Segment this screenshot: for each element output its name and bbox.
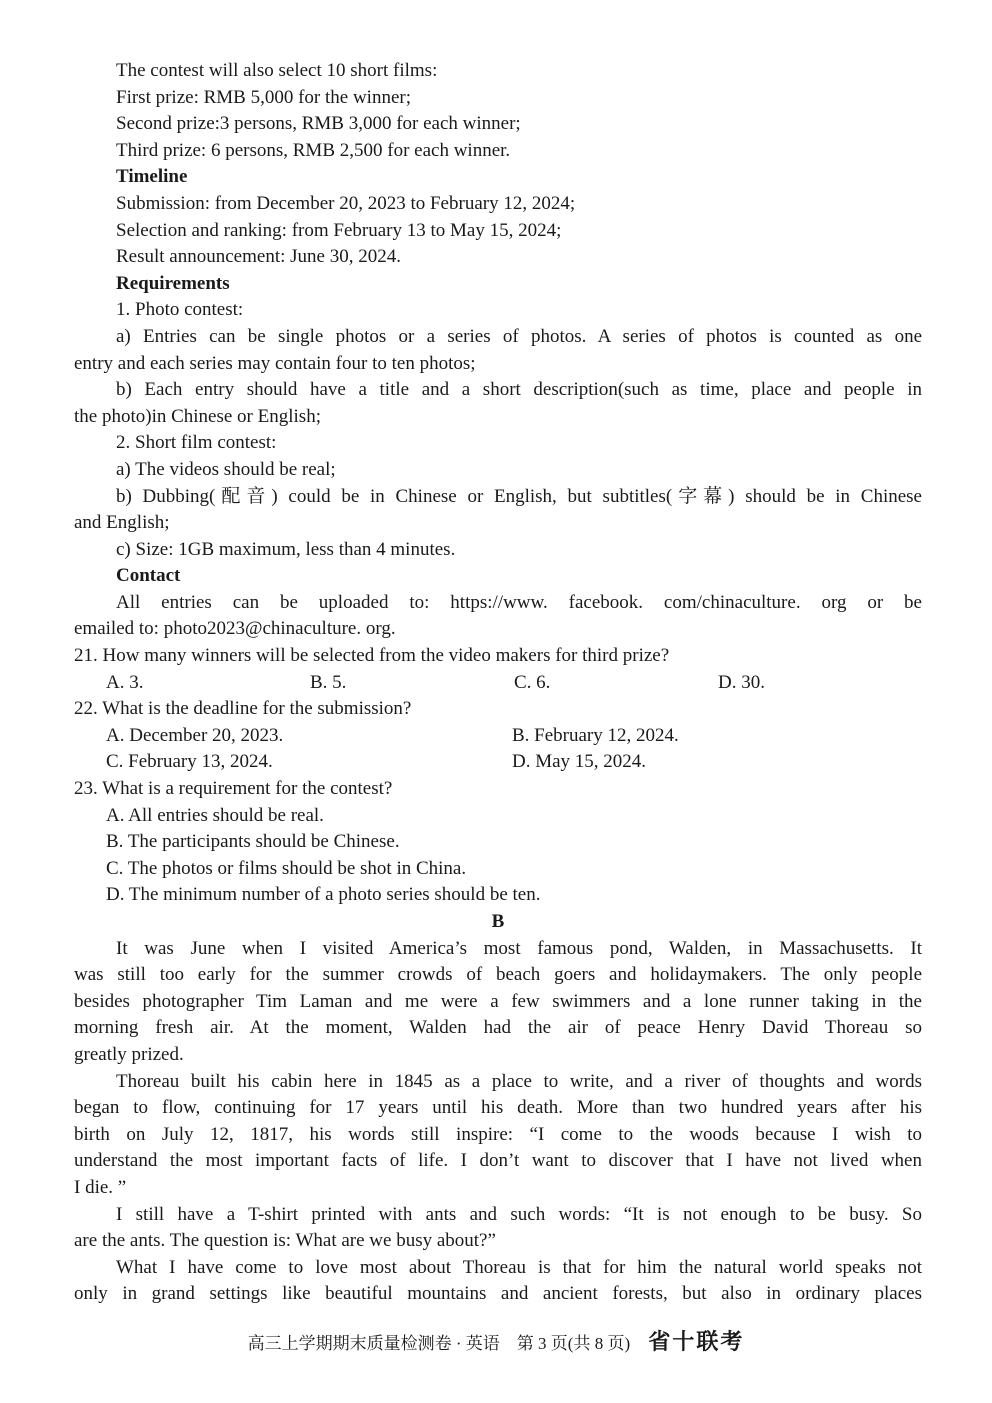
- question-22-options-row1: [74, 723, 922, 750]
- prizes-intro: The contest will also select 10 short films:: [116, 60, 438, 81]
- option-c: C. The photos or films should be shot in China.: [106, 857, 467, 879]
- paragraph-line: I still have a T-shirt printed with ants and such words: “It is not enough to be busy. So: [116, 1203, 922, 1225]
- requirements-heading: Requirements: [116, 272, 230, 294]
- passage-paragraph-1: [74, 936, 922, 1069]
- film-contest-title: 2. Short film contest:: [116, 432, 277, 454]
- paragraph-line: Thoreau built his cabin here in 1845 as a place to write, and a river of thoughts and words: [116, 1070, 922, 1092]
- option-b: B. The participants should be Chinese.: [106, 831, 400, 853]
- paragraph-line: was still too early for the summer crowds of beach goers and holidaymakers. The only people: [74, 964, 922, 986]
- paragraph-line: are the ants. The question is: What are we busy about?”: [74, 1230, 496, 1252]
- paragraph-line: greatly prized.: [74, 1043, 184, 1065]
- option-d: D. The minimum number of a photo series should be ten.: [106, 884, 541, 906]
- photo-req-b-line2: the photo)in Chinese or English;: [74, 405, 321, 427]
- option-a: A. All entries should be real.: [106, 804, 324, 826]
- option-c: C. 6.: [514, 671, 551, 693]
- paragraph-line: besides photographer Tim Laman and me were a few swimmers and a lone runner taking in the: [74, 990, 922, 1012]
- paragraph-line: began to flow, continuing for 17 years until his death. More than two hundred years after his: [74, 1097, 922, 1119]
- film-req-b-line2: and English;: [74, 512, 170, 534]
- question-22-options-row2: [74, 749, 922, 776]
- photo-req-a-line2: entry and each series may contain four to ten photos;: [74, 352, 476, 374]
- contact-heading: Contact: [116, 565, 181, 587]
- paragraph-line: birth on July 12, 1817, his words still inspire: “I come to the woods because I wish to: [74, 1123, 922, 1145]
- photo-req-a-line1: a) Entries can be single photos or a series of photos. A series of photos is counted as one: [116, 325, 922, 347]
- footer-text: 高三上学期期末质量检测卷 · 英语 第 3 页(共 8 页): [247, 1334, 631, 1353]
- photo-req-b-line1: b) Each entry should have a title and a short description(such as time, place and people in: [116, 379, 922, 401]
- question-23-stem: 23. What is a requirement for the contest?: [74, 778, 393, 800]
- passage-paragraph-4: [74, 1255, 922, 1308]
- film-req-a: a) The videos should be real;: [116, 458, 336, 480]
- film-req-b-line1: b) Dubbing(配音) could be in Chinese or English, but subtitles(字幕) should be in Chinese: [116, 485, 922, 507]
- option-b: B. February 12, 2024.: [512, 724, 679, 746]
- timeline-heading: Timeline: [116, 166, 188, 188]
- paragraph-line: understand the most important facts of life. I don’t want to discover that I have not lived when: [74, 1150, 922, 1172]
- first-prize: First prize: RMB 5,000 for the winner;: [116, 86, 411, 108]
- film-req-c: c) Size: 1GB maximum, less than 4 minutes.: [116, 538, 456, 560]
- third-prize: Third prize: 6 persons, RMB 2,500 for each winner.: [116, 139, 511, 161]
- section-b-label: B: [491, 911, 505, 932]
- passage-paragraph-2: [74, 1069, 922, 1202]
- option-a: A. December 20, 2023.: [106, 724, 284, 746]
- paragraph-line: I die. ”: [74, 1176, 127, 1198]
- question-21-stem: 21. How many winners will be selected from the video makers for third prize?: [74, 645, 670, 667]
- paragraph-line: only in grand settings like beautiful mountains and ancient forests, but also in ordinary places: [74, 1283, 922, 1305]
- timeline-selection: Selection and ranking: from February 13 to May 15, 2024;: [116, 219, 562, 241]
- question-21-options: [74, 670, 922, 697]
- paragraph-line: What I have come to love most about Thoreau is that for him the natural world speaks not: [116, 1256, 922, 1278]
- photo-contest-title: 1. Photo contest:: [116, 299, 244, 321]
- option-a: A. 3.: [106, 671, 144, 693]
- option-c: C. February 13, 2024.: [106, 751, 273, 773]
- exam-page: [74, 58, 922, 1308]
- exam-brand-stamp: 省十联考: [648, 1330, 745, 1355]
- page-footer: [0, 1328, 992, 1358]
- option-b: B. 5.: [310, 671, 347, 693]
- contact-line1: All entries can be uploaded to: https://www. facebook. com/chinaculture. org or be: [116, 591, 922, 613]
- second-prize: Second prize:3 persons, RMB 3,000 for each winner;: [116, 113, 521, 135]
- passage-paragraph-3: [74, 1202, 922, 1255]
- paragraph-line: It was June when I visited America’s most famous pond, Walden, in Massachusetts. It: [116, 937, 922, 959]
- timeline-result: Result announcement: June 30, 2024.: [116, 246, 401, 268]
- paragraph-line: morning fresh air. At the moment, Walden had the air of peace Henry David Thoreau so: [74, 1017, 922, 1039]
- contact-line2: emailed to: photo2023@chinaculture. org.: [74, 618, 396, 640]
- option-d: D. May 15, 2024.: [512, 751, 647, 773]
- timeline-submission: Submission: from December 20, 2023 to February 12, 2024;: [116, 192, 576, 214]
- option-d: D. 30.: [718, 671, 765, 693]
- question-22-stem: 22. What is the deadline for the submission?: [74, 698, 412, 720]
